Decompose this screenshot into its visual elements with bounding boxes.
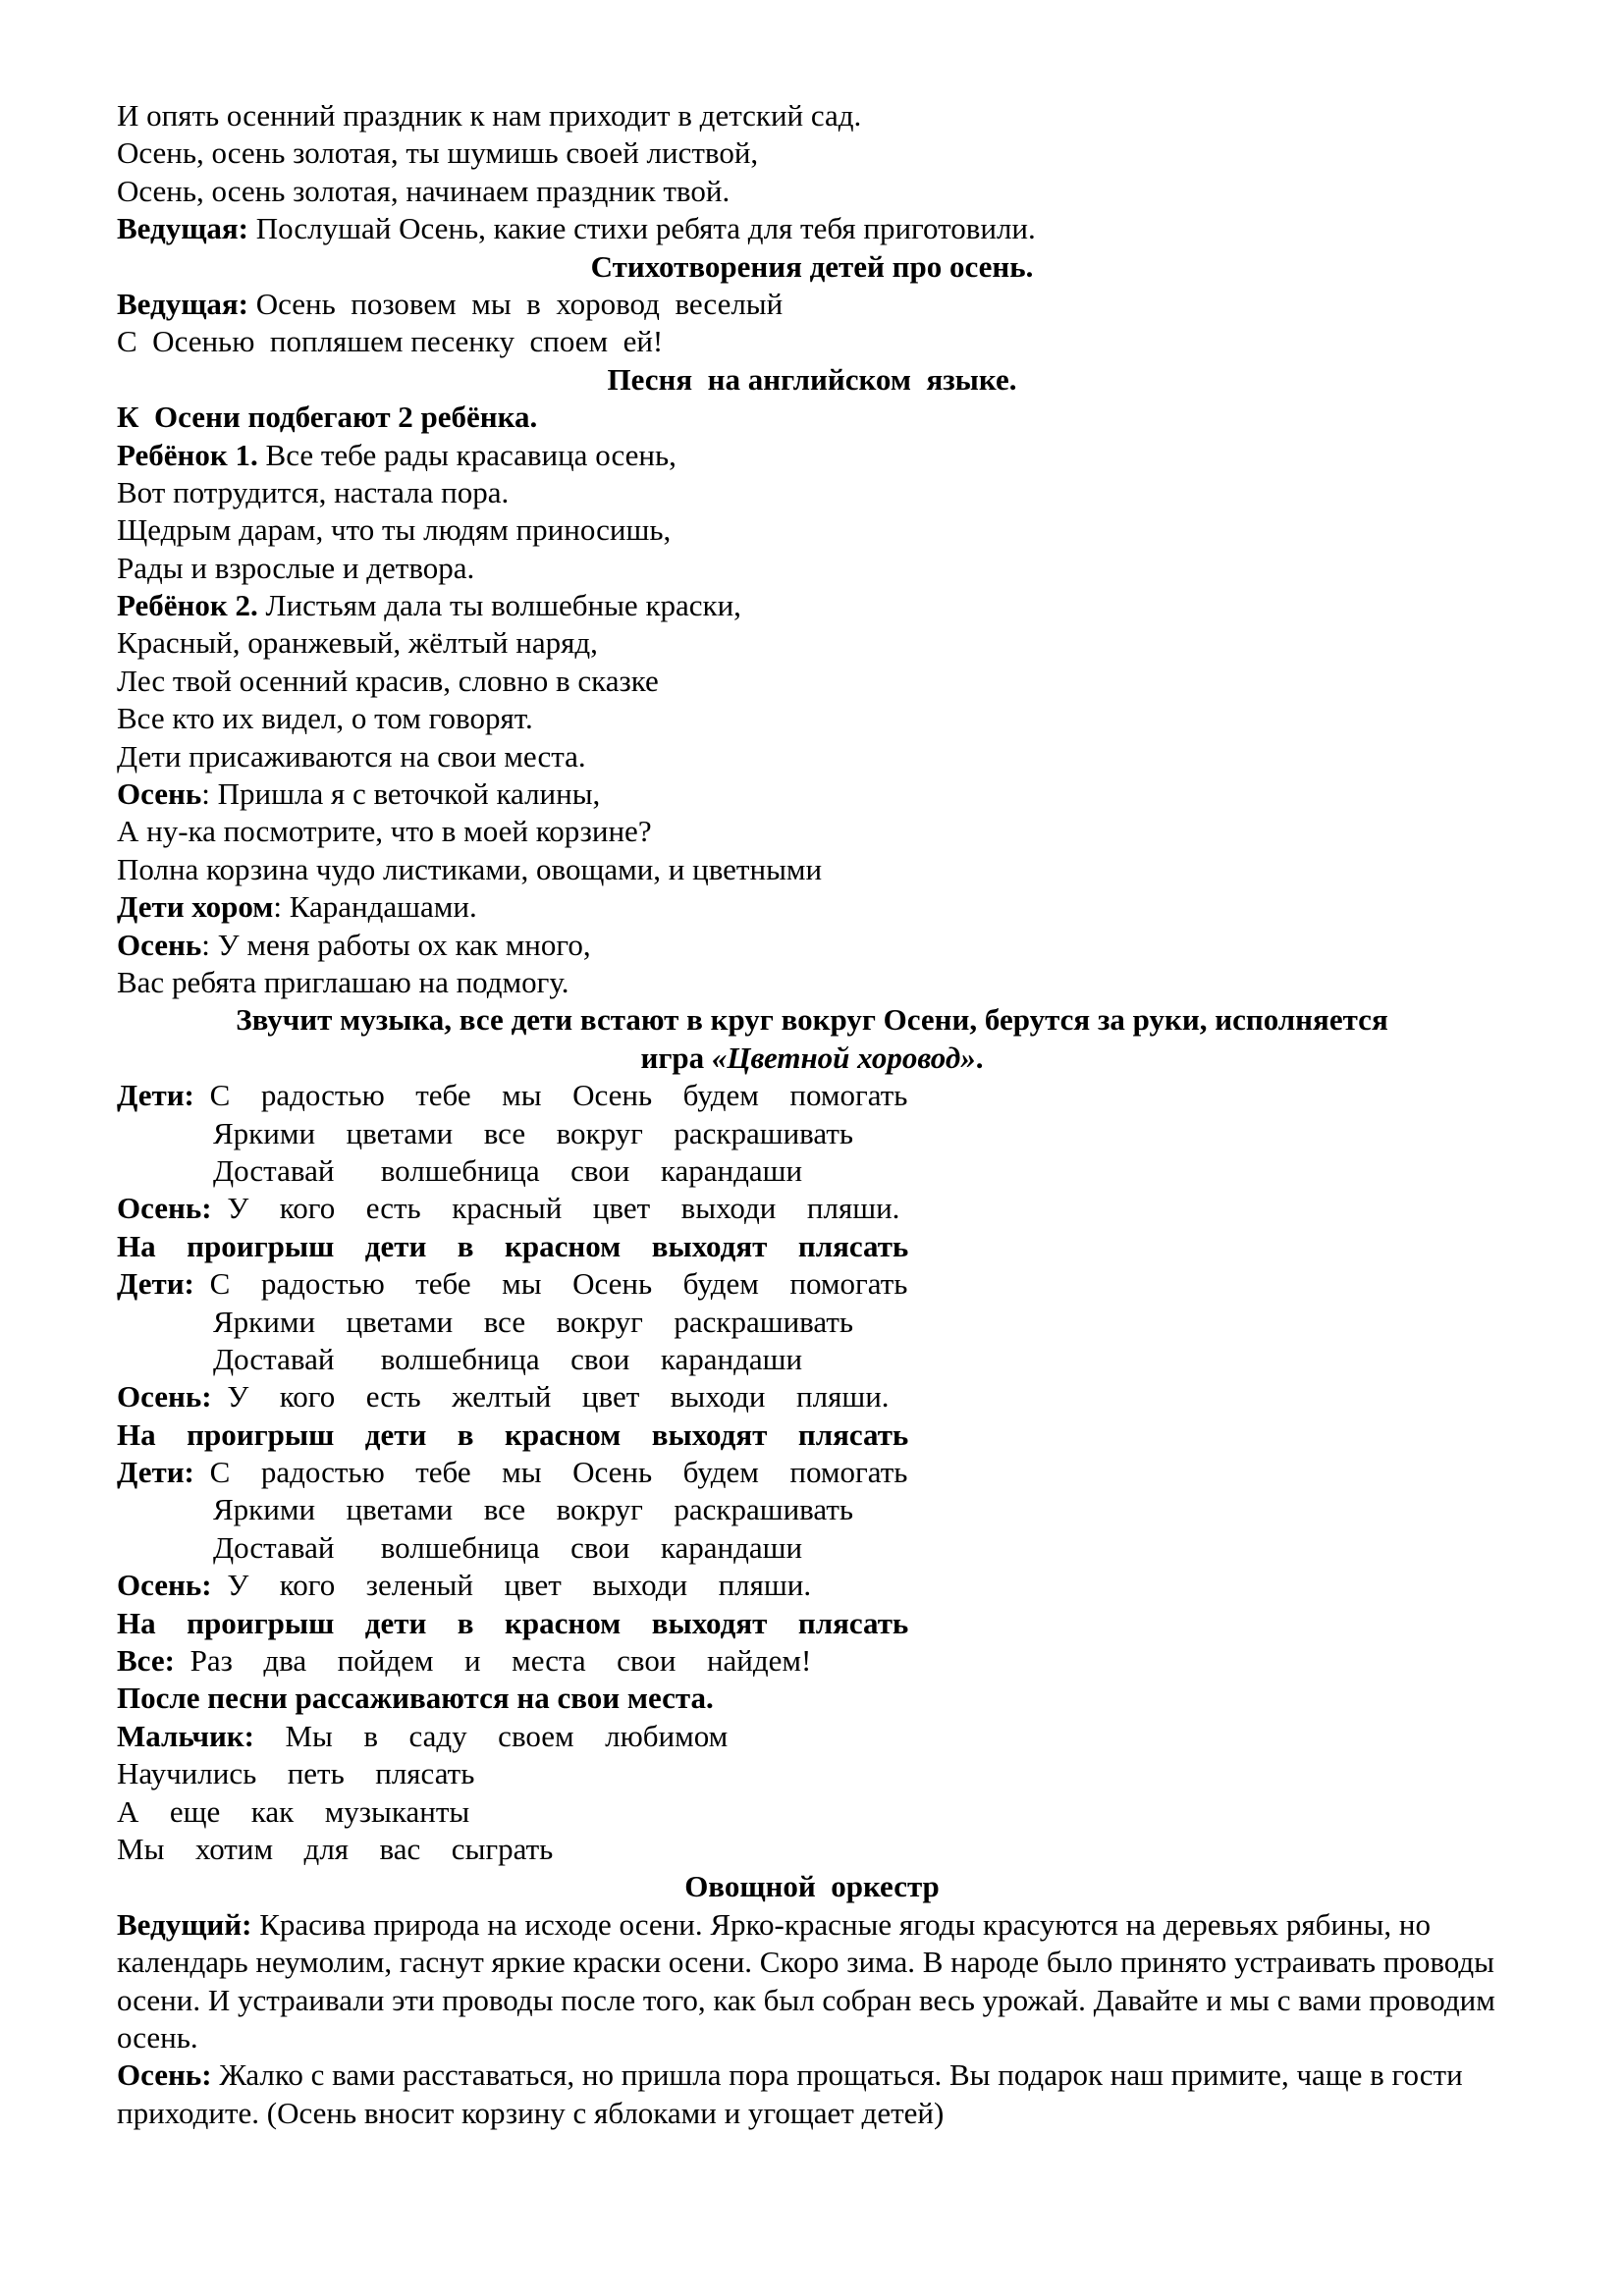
line-text: Все кто их видел, о том говорят. [117,701,533,736]
text-line [117,437,1550,474]
verse-line: Доставай волшебница свои карандаши [213,1341,803,1376]
section-heading [0,248,1624,286]
speaker-label: Дети: [117,1455,194,1490]
verse-line: Яркими цветами все вокруг раскрашивать [213,1492,854,1527]
speaker-label: Дети: [117,1266,194,1302]
text-line [117,1491,1550,1528]
verse-line: Яркими цветами все вокруг раскрашивать [213,1115,854,1150]
stage-direction: После песни рассаживаются на свои места. [117,1681,714,1716]
text-line [117,1680,1550,1717]
text-line [117,511,1550,549]
line-text: А еще как музыканты [117,1793,470,1829]
speaker-label: Дети: [117,1078,194,1113]
text-line [117,1077,1550,1114]
line-text: Научились петь плясать [117,1756,475,1791]
stage-direction: На проигрыш дети в красном выходят плясать [117,1605,909,1640]
text-line [117,550,1550,587]
stage-direction: К Осени подбегают 2 ребёнка. [117,400,538,435]
heading-tail: . [975,1040,984,1075]
speaker-label: Ведущая: [117,286,248,321]
heading-text: Стихотворения детей про осень. [590,248,1034,284]
text-line [117,888,1550,926]
speaker-label: Осень: [117,1568,212,1603]
text-line [117,1831,1550,1868]
text-line [117,624,1550,662]
line-text: Раз два пойдем и места свои найдем! [174,1643,812,1679]
line-text: Рады и взрослые и детвора. [117,550,475,585]
text-line [117,1793,1550,1831]
speaker-label: Дети хором [117,889,274,925]
speaker-label: Ребёнок 2. [117,588,258,623]
line-text: Все тебе рады красавица осень, [257,437,677,472]
heading-text: игра [640,1040,712,1075]
text-line [117,1454,1550,1491]
text-line [117,286,1550,323]
text-line [117,323,1550,360]
speaker-label: Все: [117,1643,175,1679]
text-line [117,173,1550,210]
text-line [117,1718,1550,1755]
text-line [117,210,1550,247]
text-line [117,1190,1550,1227]
text-line [117,1529,1550,1567]
line-text: Осень позовем мы в хоровод веселый [247,286,784,321]
line-text: : У меня работы ох как много, [201,927,591,962]
text-line [117,399,1550,436]
line-text: С радостью тебе мы Осень будем помогать [193,1266,908,1302]
line-text: Вас ребята приглашаю на подмогу. [117,964,569,999]
line-text: : Карандашами. [273,889,477,925]
document-body [117,97,1550,2132]
paragraph [117,2056,1550,2132]
line-text: У кого есть красный цвет выходи пляши. [211,1191,900,1226]
text-line [117,1341,1550,1378]
line-text: Мы хотим для вас сыграть [117,1831,554,1866]
line-text: Листьям дала ты волшебные краски, [257,588,741,623]
heading-text: Песня на английском языке. [607,361,1017,397]
speaker-label: Осень: [117,2057,212,2093]
heading-text: Овощной оркестр [684,1869,940,1904]
paragraph-text: Красива природа на исходе осени. Ярко-красные ягоды красуются на деревьях рябины, но календарь неумолим, гаснут яркие краски осени. Скоро зима. В народе было принято устраивать проводы осени. И устраивали эти проводы после того, как был собран весь урожай. Давайте и мы с вами проводим осень. [117,1906,1495,2055]
line-text: А ну-ка посмотрите, что в моей корзине? [117,814,652,849]
text-line [117,1605,1550,1642]
text-line [117,663,1550,700]
text-line [117,964,1550,1001]
speaker-label: Осень [117,927,202,962]
line-text: С Осенью попляшем песенку споем ей! [117,324,664,359]
line-text: Вот потрудится, настала пора. [117,474,510,509]
speaker-label: Осень: [117,1379,212,1415]
line-text: У кого есть желтый цвет выходи пляши. [211,1379,890,1415]
line-text: Осень, осень золотая, начинаем праздник твой. [117,173,731,208]
text-line [117,1152,1550,1190]
text-line [117,927,1550,964]
line-text: Послушай Осень, какие стихи ребята для тебя приготовили. [247,211,1036,246]
text-line [117,1378,1550,1415]
text-line [117,97,1550,134]
speaker-label: Мальчик: [117,1718,254,1753]
text-line [117,587,1550,624]
section-heading [0,1868,1624,1905]
verse-line: Доставай волшебница свои карандаши [213,1152,803,1188]
text-line [117,775,1550,813]
text-line [117,1115,1550,1152]
text-line [117,813,1550,850]
line-text: У кого зеленый цвет выходи пляши. [211,1568,812,1603]
text-line [117,474,1550,511]
text-line [117,738,1550,775]
speaker-label: Осень: [117,1191,212,1226]
text-line [117,1304,1550,1341]
text-line [117,851,1550,888]
line-text: Щедрым дарам, что ты людям приносишь, [117,512,672,548]
speaker-label: Ребёнок 1. [117,437,258,472]
heading-text: Звучит музыка, все дети встают в круг вокруг Осени, берутся за руки, исполняется [236,1002,1388,1038]
line-text: Осень, осень золотая, ты шумишь своей листвой, [117,135,759,171]
paragraph-text: Жалко с вами расставаться, но пришла пора прощаться. Вы подарок наш примите, чаще в гости приходите. (Осень вносит корзину с яблоками и угощает детей) [117,2057,1463,2130]
section-heading [0,1040,1624,1077]
line-text: Дети присаживаются на свои места. [117,738,586,774]
section-heading [0,361,1624,399]
line-text: Лес твой осенний красив, словно в сказке [117,663,659,698]
verse-line: Яркими цветами все вокруг раскрашивать [213,1304,854,1339]
speaker-label: Ведущий: [117,1906,252,1942]
speaker-label: Ведущая: [117,211,248,246]
text-line [117,134,1550,172]
speaker-label: Осень [117,776,202,812]
text-line [117,700,1550,737]
line-text: С радостью тебе мы Осень будем помогать [193,1078,908,1113]
line-text: И опять осенний праздник к нам приходит в детский сад. [117,98,862,133]
stage-direction: На проигрыш дети в красном выходят плясать [117,1416,909,1452]
text-line [117,1228,1550,1265]
line-text: С радостью тебе мы Осень будем помогать [193,1455,908,1490]
text-line [117,1416,1550,1454]
line-text: Красный, оранжевый, жёлтый наряд, [117,625,598,661]
line-text: Мы в саду своем любимом [253,1718,729,1753]
text-line [117,1642,1550,1680]
line-text: : Пришла я с веточкой калины, [201,776,601,812]
paragraph [117,1906,1550,2057]
line-text: Полна корзина чудо листиками, овощами, и цветными [117,851,823,886]
text-line [117,1755,1550,1792]
stage-direction: На проигрыш дети в красном выходят плясать [117,1228,909,1263]
text-line [117,1567,1550,1604]
heading-italic: «Цветной хоровод» [711,1040,976,1075]
section-heading [0,1001,1624,1039]
text-line [117,1265,1550,1303]
verse-line: Доставай волшебница свои карандаши [213,1529,803,1565]
